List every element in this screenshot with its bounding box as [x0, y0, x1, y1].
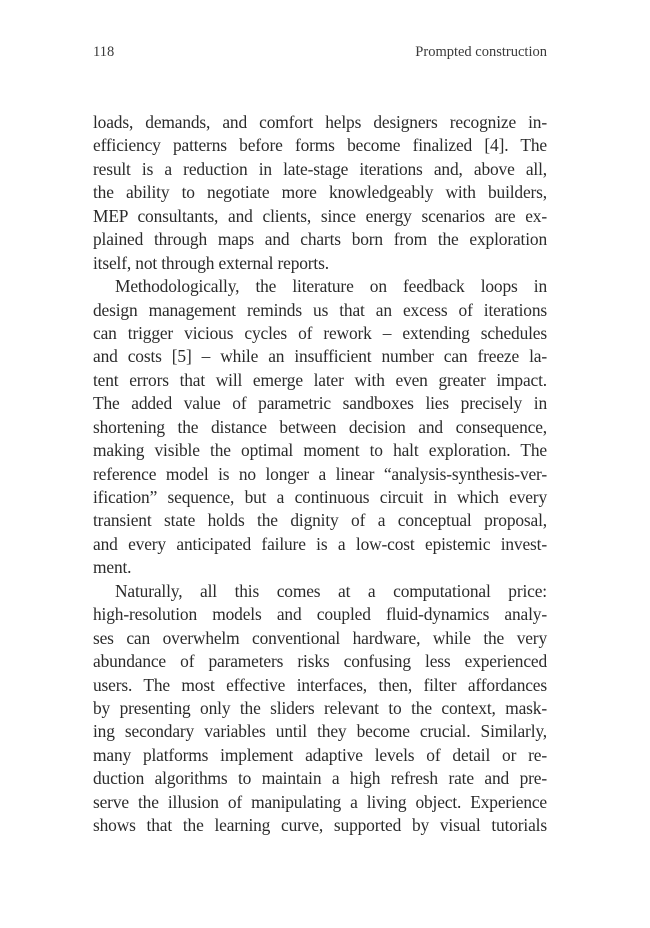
text-line: and every anticipated failure is a low-cost epistemic invest-	[93, 533, 547, 554]
text-line: tent errors that will emerge later with even greater impact.	[93, 369, 547, 390]
text-line: shows that the learning curve, supported by visual tutorials	[93, 815, 547, 836]
text-line: MEP consultants, and clients, since energy scenarios are ex-	[93, 205, 547, 226]
text-line: Naturally, all this comes at a computational price:	[115, 580, 547, 601]
text-line: itself, not through external reports.	[93, 252, 329, 273]
page-number: 118	[93, 44, 115, 60]
running-head-title: Prompted construction	[415, 44, 547, 60]
text-line: the ability to negotiate more knowledgeably with builders,	[93, 182, 547, 203]
text-line: shortening the distance between decision and consequence,	[93, 416, 547, 437]
text-line: loads, demands, and comfort helps designers recognize in-	[93, 112, 547, 132]
text-line: high-resolution models and coupled fluid-dynamics analy-	[93, 604, 547, 625]
text-line: plained through maps and charts born from the exploration	[93, 229, 547, 250]
text-line: users. The most effective interfaces, then, filter affordances	[93, 674, 547, 695]
text-line: The added value of parametric sandboxes lies precisely in	[93, 393, 547, 414]
text-line: ment.	[93, 557, 132, 578]
text-line: transient state holds the dignity of a conceptual proposal,	[93, 510, 547, 531]
body-text	[93, 111, 547, 838]
text-line: duction algorithms to maintain a high refresh rate and pre-	[93, 768, 547, 789]
text-line: making visible the optimal moment to halt exploration. The	[93, 440, 547, 461]
text-line: result is a reduction in late-stage iterations and, above all,	[93, 158, 547, 179]
text-line: ses can overwhelm conventional hardware, while the very	[93, 627, 547, 648]
text-line: reference model is no longer a linear “analysis-synthesis-ver-	[93, 463, 547, 484]
text-line: can trigger vicious cycles of rework – extending schedules	[93, 322, 547, 343]
text-line: ing secondary variables until they become crucial. Similarly,	[93, 721, 547, 742]
text-line: abundance of parameters risks confusing less experienced	[93, 651, 547, 672]
text-line: ification” sequence, but a continuous circuit in which every	[93, 487, 547, 507]
text-line: serve the illusion of manipulating a living object. Experience	[93, 791, 547, 812]
text-line: efficiency patterns before forms become finalized [4]. The	[93, 135, 547, 156]
text-line: by presenting only the sliders relevant to the context, mask-	[93, 697, 547, 718]
text-line: many platforms implement adaptive levels of detail or re-	[93, 744, 547, 765]
text-line: Methodologically, the literature on feedback loops in	[115, 276, 547, 297]
text-line: design management reminds us that an excess of iterations	[93, 299, 547, 320]
text-line: and costs [5] – while an insufficient number can freeze la-	[93, 346, 547, 367]
running-head	[93, 44, 547, 64]
